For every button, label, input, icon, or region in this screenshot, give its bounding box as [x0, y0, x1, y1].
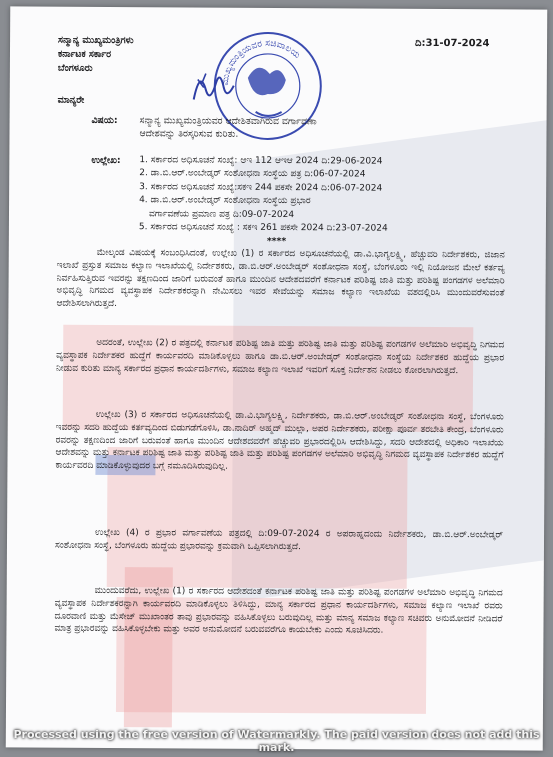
body-paragraph: ಮುಂದುವರೆದು, ಉಲ್ಲೇಖ (1) ರ ಸರ್ಕಾರದ ಆದೇಶದಂತೆ ಕರ್ನಾಟಕ ಪರಿಶಿಷ್ಟ ಜಾತಿ ಮತ್ತು ಪರಿಶಿಷ್ಟ ಪಂಗಡಗಳ ಅಲೆಮಾರಿ ಅಭಿವೃದ್ಧಿ ನಿಗಮದ ವ್ಯವಸ್ಥಾಪಕ ನಿರ್ದೇಶಕರನ್ನಾಗಿ ಕಾರ್ಯವರದಿ ಮಾಡಿಕೊಳ್ಳಲು ತಿಳಿಸಿದ್ದು, ಮಾನ್ಯ ಸರ್ಕಾರದ ಪ್ರಧಾನ ಕಾರ್ಯದರ್ಶಿಗಳು, ಸಮಾಜ ಕಲ್ಯಾಣ ಇಲಾಖೆ ರವರು ದೂರವಾಣಿ ಮತ್ತು ಮೆಸೇಜ್ ಮುಖಾಂತರ ತಾವು ಪ್ರಭಾರವನ್ನು ವಹಿಸಿಕೊಳ್ಳಲು ಬರುವುದಿಲ್ಲ ಮತ್ತು ಮಾನ್ಯ ಸಮಾಜ ಕಲ್ಯಾಣ ಸಚಿವರು ಅನುಮೋದನೆ ನೀಡಿದರೆ ಮಾತ್ರ ಪ್ರಭಾರವನ್ನು ವಹಿಸಿಕೊಳ್ಳಬೇಕು ಮತ್ತು ಅವರ ಅನುಮೋದನೆ ಬರುವವರೆಗೂ ಕಾಯಬೇಕು ಎಂದು ಸೂಚಿಸಿದರು.: [54, 585, 503, 636]
reference-item: 3. ಸರ್ಕಾರದ ಅಧಿಸೂಚನೆ ಸಂಖ್ಯೆ:ಸಕಇ 244 ಪಕಸೇ 2024 ದಿ:06-07-2024: [139, 181, 383, 194]
org-line: ಬೆಂಗಳೂರು: [57, 62, 93, 74]
references-label: ಉಲ್ಲೇಖ:: [91, 154, 121, 167]
salutation: ಮಾನ್ಯರೇ: [57, 94, 85, 106]
reference-item: ವರ್ಗಾವಣೆಯ ಪ್ರಮಾಣ ಪತ್ರ ದಿ:09-07-2024: [148, 208, 295, 220]
subject-line: ಆದೇಶವನ್ನು ತಿರಸ್ಕರಿಸುವ ಕುರಿತು.: [139, 128, 239, 140]
seal-text: ಮುಖ್ಯಮಂತ್ರಿಯವರ ಸಚಿವಾಲಯ: [220, 38, 302, 87]
separator: ****: [266, 235, 287, 248]
reference-item: 2. ಡಾ.ಬಿ.ಆರ್.ಅಂಬೇಡ್ಕರ್ ಸಂಶೋಧನಾ ಸಂಸ್ಥೆಯ ಪತ್ರ ದಿ:06-07-2024: [139, 168, 366, 180]
watermark-footer: Processed using the free version of Watermarkly. The paid version does not add this mark.: [13, 728, 540, 754]
body-paragraph: ಅದರಂತೆ, ಉಲ್ಲೇಖ (2) ರ ಪತ್ರದಲ್ಲಿ ಕರ್ನಾಟಕ ಪರಿಶಿಷ್ಟ ಜಾತಿ ಮತ್ತು ಪರಿಶಿಷ್ಟ ಜಾತಿ ಮತ್ತು ಪರಿಶಿಷ್ಟ ಪಂಗಡಗಳ ಅಲೆಮಾರಿ ಅಭಿವೃದ್ಧಿ ನಿಗಮದ ವ್ಯವಸ್ಥಾಪಕ ನಿರ್ದೇಶಕರ ಹುದ್ದೆಗೆ ಕಾರ್ಯವರದಿ ಮಾಡಿಕೊಳ್ಳಲು ಹಾಗೂ ಡಾ.ಬಿ.ಆರ್.ಅಂಬೇಡ್ಕರ್ ಸಂಶೋಧನಾ ಸಂಸ್ಥೆಯ ನಿರ್ದೇಶಕರ ಹುದ್ದೆಯ ಪ್ರಭಾರ ನೀಡುವ ಕುರಿತು ಮಾನ್ಯ ಸರ್ಕಾರದ ಪ್ರಧಾನ ಕಾರ್ಯದರ್ಶಿಗಳು, ಸಮಾಜ ಕಲ್ಯಾಣ ಇಲಾಖೆ ಇವರಿಗೆ ಸೂಕ್ತ ನಿರ್ದೇಶನ ನೀಡಲು ಕೋರಲಾಗಿರುತ್ತದೆ.: [56, 337, 505, 376]
letter-date: ದಿ:31-07-2024: [415, 37, 490, 50]
org-line: ಸನ್ಮಾನ್ಯ ಮುಖ್ಯಮಂತ್ರಿಗಳು: [58, 34, 134, 47]
reference-item: 5. ಸರ್ಕಾರದ ಅಧಿಸೂಚನೆ ಸಂಖ್ಯೆ : ಸಕಇ 261 ಪಕಸೇ 2024 ದಿ:23-07-2024: [138, 222, 388, 234]
body-paragraph: ಉಲ್ಲೇಖ (3) ರ ಸರ್ಕಾರದ ಅಧಿಸೂಚನೆಯಲ್ಲಿ ಡಾ.ವಿ.ಭಾಗ್ಯಲಕ್ಷ್ಮಿ, ನಿರ್ದೇಶಕರು, ಡಾ.ಬಿ.ಆರ್.ಅಂಬೇಡ್ಕರ್ ಸಂಶೋಧನಾ ಸಂಸ್ಥೆ, ಬೆಂಗಳೂರು ಇವರನ್ನು ಸದರಿ ಹುದ್ದೆಯ ಕರ್ತವ್ಯದಿಂದ ಬಿಡುಗಡೆಗೊಳಿಸಿ, ಡಾ.ನಾದಿರ್ ಅಹ್ಮದ್ ಮುಲ್ಲಾ, ಅಪರ ನಿರ್ದೇಶಕರು, ಪರೀಕ್ಷಾ ಪೂರ್ವ ತರಬೇತಿ ಕೇಂದ್ರ, ಬೆಂಗಳೂರು ರವರನ್ನು ತಕ್ಷಣದಿಂದ ಜಾರಿಗೆ ಬರುವಂತೆ ಹಾಗೂ ಮುಂದಿನ ಆದೇಶದವರೆಗೆ ಹೆಚ್ಚುವರಿ ಪ್ರಭಾರದಲ್ಲಿರಿಸಿ ಆದೇಶಿಸಿದ್ದು, ಸದರಿ ಆದೇಶದಲ್ಲಿ ಅಧಿಕಾರಿ ಇಲಾಖೆಯ ಆದೇಶವನ್ನು ಮತ್ತು ಕರ್ನಾಟಕ ಪರಿಶಿಷ್ಟ ಜಾತಿ ಮತ್ತು ಪರಿಶಿಷ್ಟ ಜಾತಿ ಮತ್ತು ಪರಿಶಿಷ್ಟ ಪಂಗಡಗಳ ಅಲೆಮಾರಿ ಅಭಿವೃದ್ಧಿ ನಿಗಮದ ವ್ಯವಸ್ಥಾಪಕ ನಿರ್ದೇಶಕರ ಹುದ್ದೆಗೆ ಕಾರ್ಯವರದಿ ಮಾಡಿಕೊಳ್ಳುವುದರ ಬಗ್ಗೆ ನಮೂದಿಸಿರುವುದಿಲ್ಲ.: [55, 409, 504, 472]
org-line: ಕರ್ನಾಟಕ ಸರ್ಕಾರ: [57, 48, 112, 60]
sender-block: [58, 35, 134, 77]
reference-item: 1. ಸರ್ಕಾರದ ಅಧಿಸೂಚನೆ ಸಂಖ್ಯೆ: ಆಇ 112 ಆಇಆ 2024 ದಿ:29-06-2024: [139, 155, 383, 167]
references-list: [139, 155, 388, 237]
body-paragraph: ಉಲ್ಲೇಖ (4) ರ ಪ್ರಭಾರ ವರ್ಗಾವಣೆಯ ಪತ್ರದಲ್ಲಿ ದಿ:09-07-2024 ರ ಅಪರಾಹ್ನದಂದು ನಿರ್ದೇಶಕರು, ಡಾ.ಬಿ.ಆರ್.ಅಂಬೇಡ್ಕರ್ ಸಂಶೋಧನಾ ಸಂಸ್ಥೆ, ಬೆಂಗಳೂರು ಹುದ್ದೆಯ ಪ್ರಭಾರವನ್ನು ಕ್ರಮವಾಗಿ ಒಪ್ಪಿಸಲಾಗಿರುತ್ತದೆ.: [54, 527, 504, 552]
reference-item: 4. ಡಾ.ಬಿ.ಆರ್.ಅಂಬೇಡ್ಕರ್ ಸಂಶೋಧನಾ ಸಂಸ್ಥೆಯ ಪ್ರಭಾರ: [139, 195, 311, 207]
subject-line: ಸನ್ಮಾನ್ಯ ಮುಖ್ಯಮಂತ್ರಿಯವರ ಆದೇಶಿತವಾಗಿರುವ ವರ್ಗಾವಣಾ: [139, 115, 317, 128]
letter-page: [6, 6, 548, 750]
body-paragraph: ಮೇಲ್ಕಂಡ ವಿಷಯಕ್ಕೆ ಸಂಬಂಧಿಸಿದಂತೆ, ಉಲ್ಲೇಖ (1) ರ ಸರ್ಕಾರದ ಅಧಿಸೂಚನೆಯಲ್ಲಿ ಡಾ.ವಿ.ಭಾಗ್ಯಲಕ್ಷ್ಮಿ, ಹೆಚ್ಚುವರಿ ನಿರ್ದೇಶಕರು, ಜಿಜಾನ ಇಲಾಖೆ ಪ್ರಸ್ತುತ ಸಮಾಜ ಕಲ್ಯಾಣ ಇಲಾಖೆಯಲ್ಲಿ ನಿರ್ದೇಶಕರು, ಡಾ.ಬಿ.ಆರ್.ಅಂಬೇಡ್ಕರ್ ಸಂಶೋಧನಾ ಸಂಸ್ಥೆ, ಬೆಂಗಳೂರು ಇಲ್ಲಿ ನಿಯೋಜನ ಮೇಲೆ ಕರ್ತವ್ಯ ನಿರ್ವಹಿಸುತ್ತಿರುವ ಇವರನ್ನು ತಕ್ಷಣದಿಂದ ಜಾರಿಗೆ ಬರುವಂತೆ ಹಾಗೂ ಮುಂದಿನ ಆದೇಶದವರೆಗೆ ಕರ್ನಾಟಕ ಪರಿಶಿಷ್ಟ ಜಾತಿ ಮತ್ತು ಪರಿಶಿಷ್ಟ ಪಂಗಡಗಳ ಅಲೆಮಾರಿ ಅಭಿವೃದ್ಧಿ ನಿಗಮದ ವ್ಯವಸ್ಥಾಪಕ ನಿರ್ದೇಶಕರನ್ನಾಗಿ ನೇಮಿಸಲು ಇವರ ಸೇವೆಯನ್ನು ಸಮಾಜ ಕಲ್ಯಾಣ ಇಲಾಖೆಯ ವಶದಲ್ಲಿರಿಸಿ ಮುಂದುವರೆಸುವಂತೆ ಆದೇಶಿಸಲಾಗಿರುತ್ತದೆ.: [56, 247, 505, 310]
signature-icon: [186, 59, 246, 119]
subject-label: ವಿಷಯ:: [91, 114, 118, 127]
